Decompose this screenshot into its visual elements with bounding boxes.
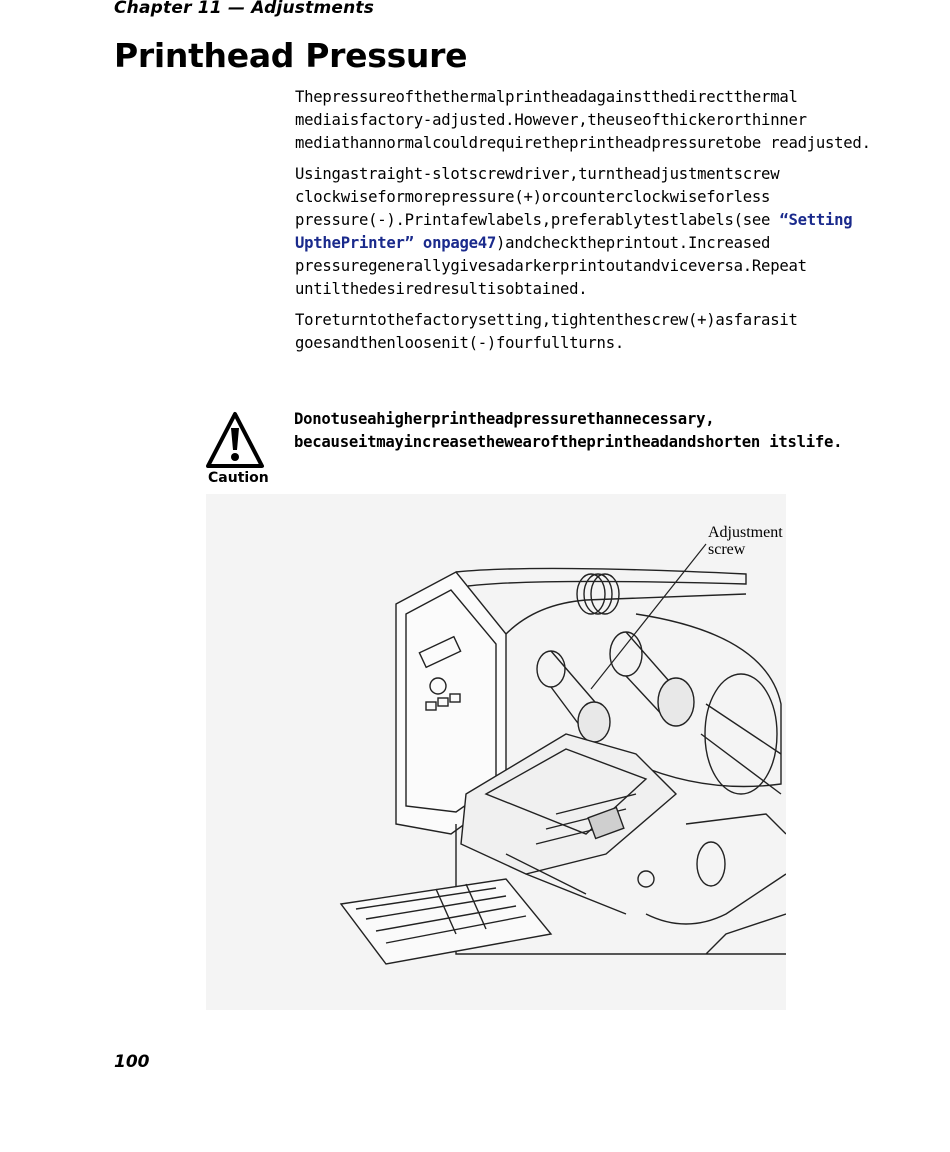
paragraph-1: Thepressureofthethermalprintheadagainstthedirectthermal mediaisfactory-adjusted.However,theuseofthickerorthinner mediathannormalcouldrequiretheprintheadpressuretobe readjusted. bbox=[295, 88, 871, 152]
body-text bbox=[295, 86, 910, 363]
section-title: Printhead Pressure bbox=[114, 36, 468, 75]
cross-reference-link[interactable]: “Setting UpthePrinter” onpage47 bbox=[295, 211, 853, 252]
caution-text: Donotuseahigherprintheadpressurethannecessary, becauseitmayincreasethewearoftheprintheadandshorten itslife. bbox=[294, 410, 843, 451]
printer-drawing bbox=[206, 494, 786, 1010]
page-number: 100 bbox=[114, 1052, 150, 1072]
callout-line-1: Adjustment bbox=[708, 524, 783, 541]
paragraph-2 bbox=[295, 163, 910, 301]
paragraph-2-start: Usingastraight-slotscrewdriver,turntheadjustmentscrew clockwiseformorepressure(+)orcounterclockwiseforless pressure(-).Printafewlabels,preferablytestlabels(see bbox=[295, 165, 780, 229]
adjustment-screw-callout bbox=[708, 524, 783, 558]
callout-line-2: screw bbox=[708, 541, 746, 558]
printer-mechanism-illustration bbox=[206, 494, 786, 1010]
caution-label: Caution bbox=[208, 470, 269, 486]
paragraph-3: Toreturntothefactorysetting,tightenthescrew(+)asfarasit goesandthenloosenit(-)fourfullturns. bbox=[295, 311, 798, 352]
paragraph-2-end: )andchecktheprintout.Increased pressuregenerallygivesadarkerprintoutandviceversa.Repeat untilthedesiredresultisobtained. bbox=[295, 234, 807, 298]
running-head: Chapter 11 — Adjustments bbox=[114, 0, 375, 18]
